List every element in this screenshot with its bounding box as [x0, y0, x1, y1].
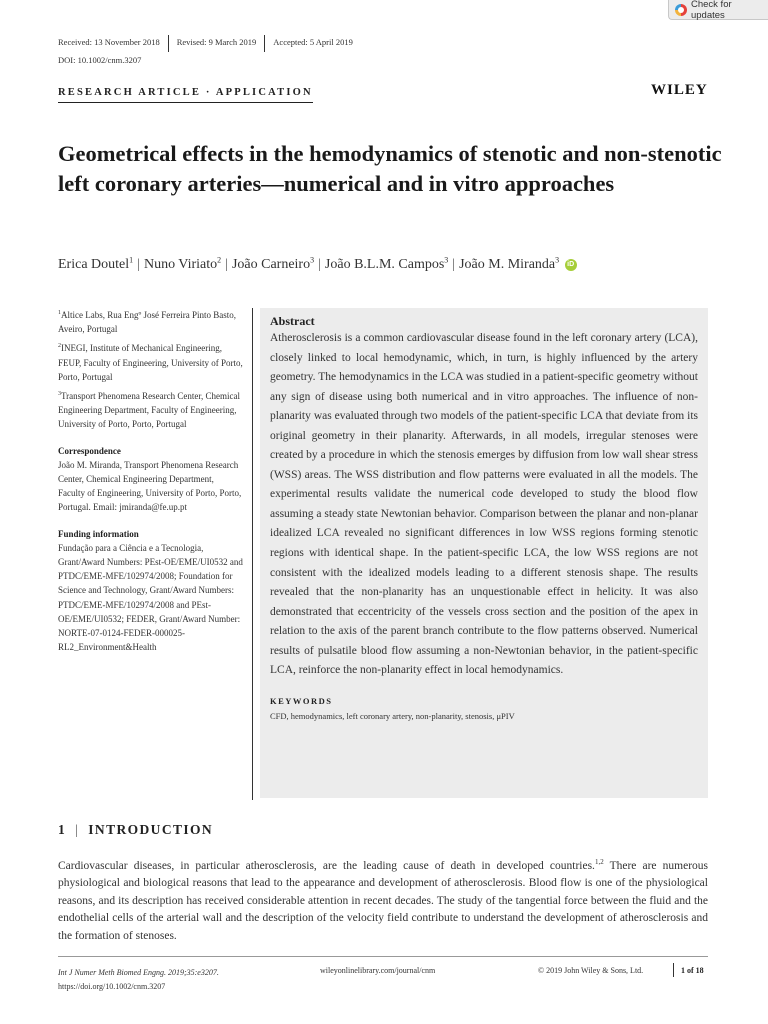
- funding-text: Fundação para a Ciência e a Tecnologia, Grant/Award Numbers: PEst-OE/EME/UI0532 and PTDC/EME-MFE/102974/2008; Foundation for Science and Technology, Grant/Award Numbers: PTDC/EME-MFE/102974/2008 and PEst-OE/EME/UI0532; FEDER, Grant/Award Number: NORTE-07-0124-FEDER-000025-RL2_Environment&Health: [58, 542, 243, 653]
- received-date: Received: 13 November 2018: [58, 37, 160, 47]
- citation-ref[interactable]: 1,2: [594, 858, 604, 866]
- abstract-text: Atherosclerosis is a common cardiovascular disease found in the left coronary artery (LCA), closely linked to local hemodynamic, which, in turn, is highly influenced by the artery geometry. The hemodynamics in the LCA was studied in a patient-specific geometry without any sign of disease using both numerical and in vitro approaches. The influence of non-planarity was evaluated through two models of the patient-specific LCA that deviate from its original geometry in their planarity. Afterwards, in all models, irregular stenoses were created by a procedure in which the stenosis emerges by diffusion from low wall shear stress (WSS) areas. The WSS distribution and flow patterns were evaluated in all the models. The experimental results validate the numerical code developed to study the blood flow assuming a steady state Newtonian behavior. Comparison between the planar and non-planar idealized LCA revealed no significant differences in low WSS regions forming stenotic regions with identical shape. In the patient-specific LCA, the low WSS regions are not consistent with the idealized models leading to a different stenosis shape. The results revealed that the non-planarity has an unquestionable effect in helicity. It was also demonstrated that eccentricity of the vessels cross section and the position of the apex in relation to the axis of the parent branch contribute to the flow patterns observed. Numerical results of pulsatile blood flow assuming a non-Newtonian behavior, in the patient-specific LCA, reinforce the non-planarity effect in local hemodynamics.: [270, 332, 698, 677]
- footer-divider: [58, 956, 708, 957]
- author-name[interactable]: Erica Doutel$^1$: [58, 255, 134, 272]
- author-separator: |: [452, 256, 456, 272]
- footer-separator: [673, 963, 674, 977]
- abstract-box: [260, 308, 708, 798]
- footer-doi-link[interactable]: https://doi.org/10.1002/cnm.3207: [58, 982, 166, 991]
- author-name[interactable]: João Carneiro$^3$: [231, 255, 315, 272]
- sidebar-divider: [252, 308, 253, 800]
- abstract-heading: Abstract: [270, 314, 315, 328]
- doi: DOI: 10.1002/cnm.3207: [58, 55, 142, 65]
- revised-date: Revised: 9 March 2019: [168, 35, 265, 52]
- section-title: INTRODUCTION: [88, 822, 214, 837]
- footer-citation: [58, 966, 219, 994]
- author-separator: |: [318, 256, 321, 272]
- affiliation: $^2$INEGI, Institute of Mechanical Engineering, FEUP, Faculty of Engineering, University of Porto, Porto, Portugal: [58, 343, 243, 382]
- keywords-text: CFD, hemodynamics, left coronary artery, non-planarity, stenosis, μPIV: [270, 710, 515, 721]
- page-number: 1 of 18: [681, 966, 704, 975]
- publisher-logo: WILEY: [651, 82, 708, 98]
- affiliation: $^1$Altice Labs, Rua Engº José Ferreira Pinto Basto, Aveiro, Portugal: [58, 310, 237, 335]
- article-title: Geometrical effects in the hemodynamics of stenotic and non-stenotic left coronary arteries—numerical and in vitro approaches: [58, 141, 722, 196]
- footer-site-link[interactable]: wileyonlinelibrary.com/journal/cnm: [320, 966, 436, 975]
- correspondence-text: João M. Miranda, Transport Phenomena Research Center, Chemical Engineering Department, Faculty of Engineering, University of Porto, Porto, Portugal. Email: jmiranda@fe.up.pt: [58, 459, 242, 513]
- section-heading-introduction: [58, 822, 213, 838]
- crossmark-icon: [675, 4, 687, 16]
- author-name[interactable]: João M. Miranda$^3$: [459, 255, 560, 272]
- article-dates: [58, 35, 361, 52]
- author-name[interactable]: João B.L.M. Campos$^3$: [324, 255, 449, 272]
- author-name[interactable]: Nuno Viriato$^2$: [143, 255, 222, 272]
- keywords-heading: KEYWORDS: [270, 695, 333, 706]
- footer-copyright: © 2019 John Wiley & Sons, Ltd.: [538, 966, 644, 975]
- author-separator: |: [225, 256, 228, 272]
- article-sidebar: [58, 306, 243, 654]
- footer-journal: Int J Numer Meth Biomed Engng. 2019;35:e3207.: [58, 968, 219, 977]
- article-type: RESEARCH ARTICLE · APPLICATION: [58, 87, 313, 103]
- accepted-date: Accepted: 5 April 2019: [264, 35, 361, 52]
- section-number: 1: [58, 822, 67, 837]
- orcid-icon[interactable]: iD: [565, 259, 577, 271]
- author-separator: |: [137, 256, 140, 272]
- check-for-updates-button[interactable]: [668, 0, 768, 20]
- check-for-updates-label: Check for updates: [690, 0, 732, 21]
- affiliation: $^3$Transport Phenomena Research Center, Chemical Engineering Department, Faculty of Engineering, University of Porto, Porto, Portugal: [58, 391, 241, 430]
- author-list: [58, 255, 577, 273]
- funding-heading: Funding information: [58, 528, 139, 539]
- introduction-paragraph: Cardiovascular diseases, in particular atherosclerosis, are the leading cause of death in developed countries.$^{1,2}$ There are numerous physiological and biological reasons that lead to the appearance and development of atherosclerosis. Blood flow is one of the physiological reasons, and its description has received considerable attention in recent decades. The study of the tangential force between the fluid and the endothelial cells of the arterial wall and the description of the velocity field contribute to understand the development of atherosclerosis and the formation of stenoses.: [58, 858, 708, 942]
- section-separator: |: [75, 822, 80, 837]
- correspondence-heading: Correspondence: [58, 445, 121, 456]
